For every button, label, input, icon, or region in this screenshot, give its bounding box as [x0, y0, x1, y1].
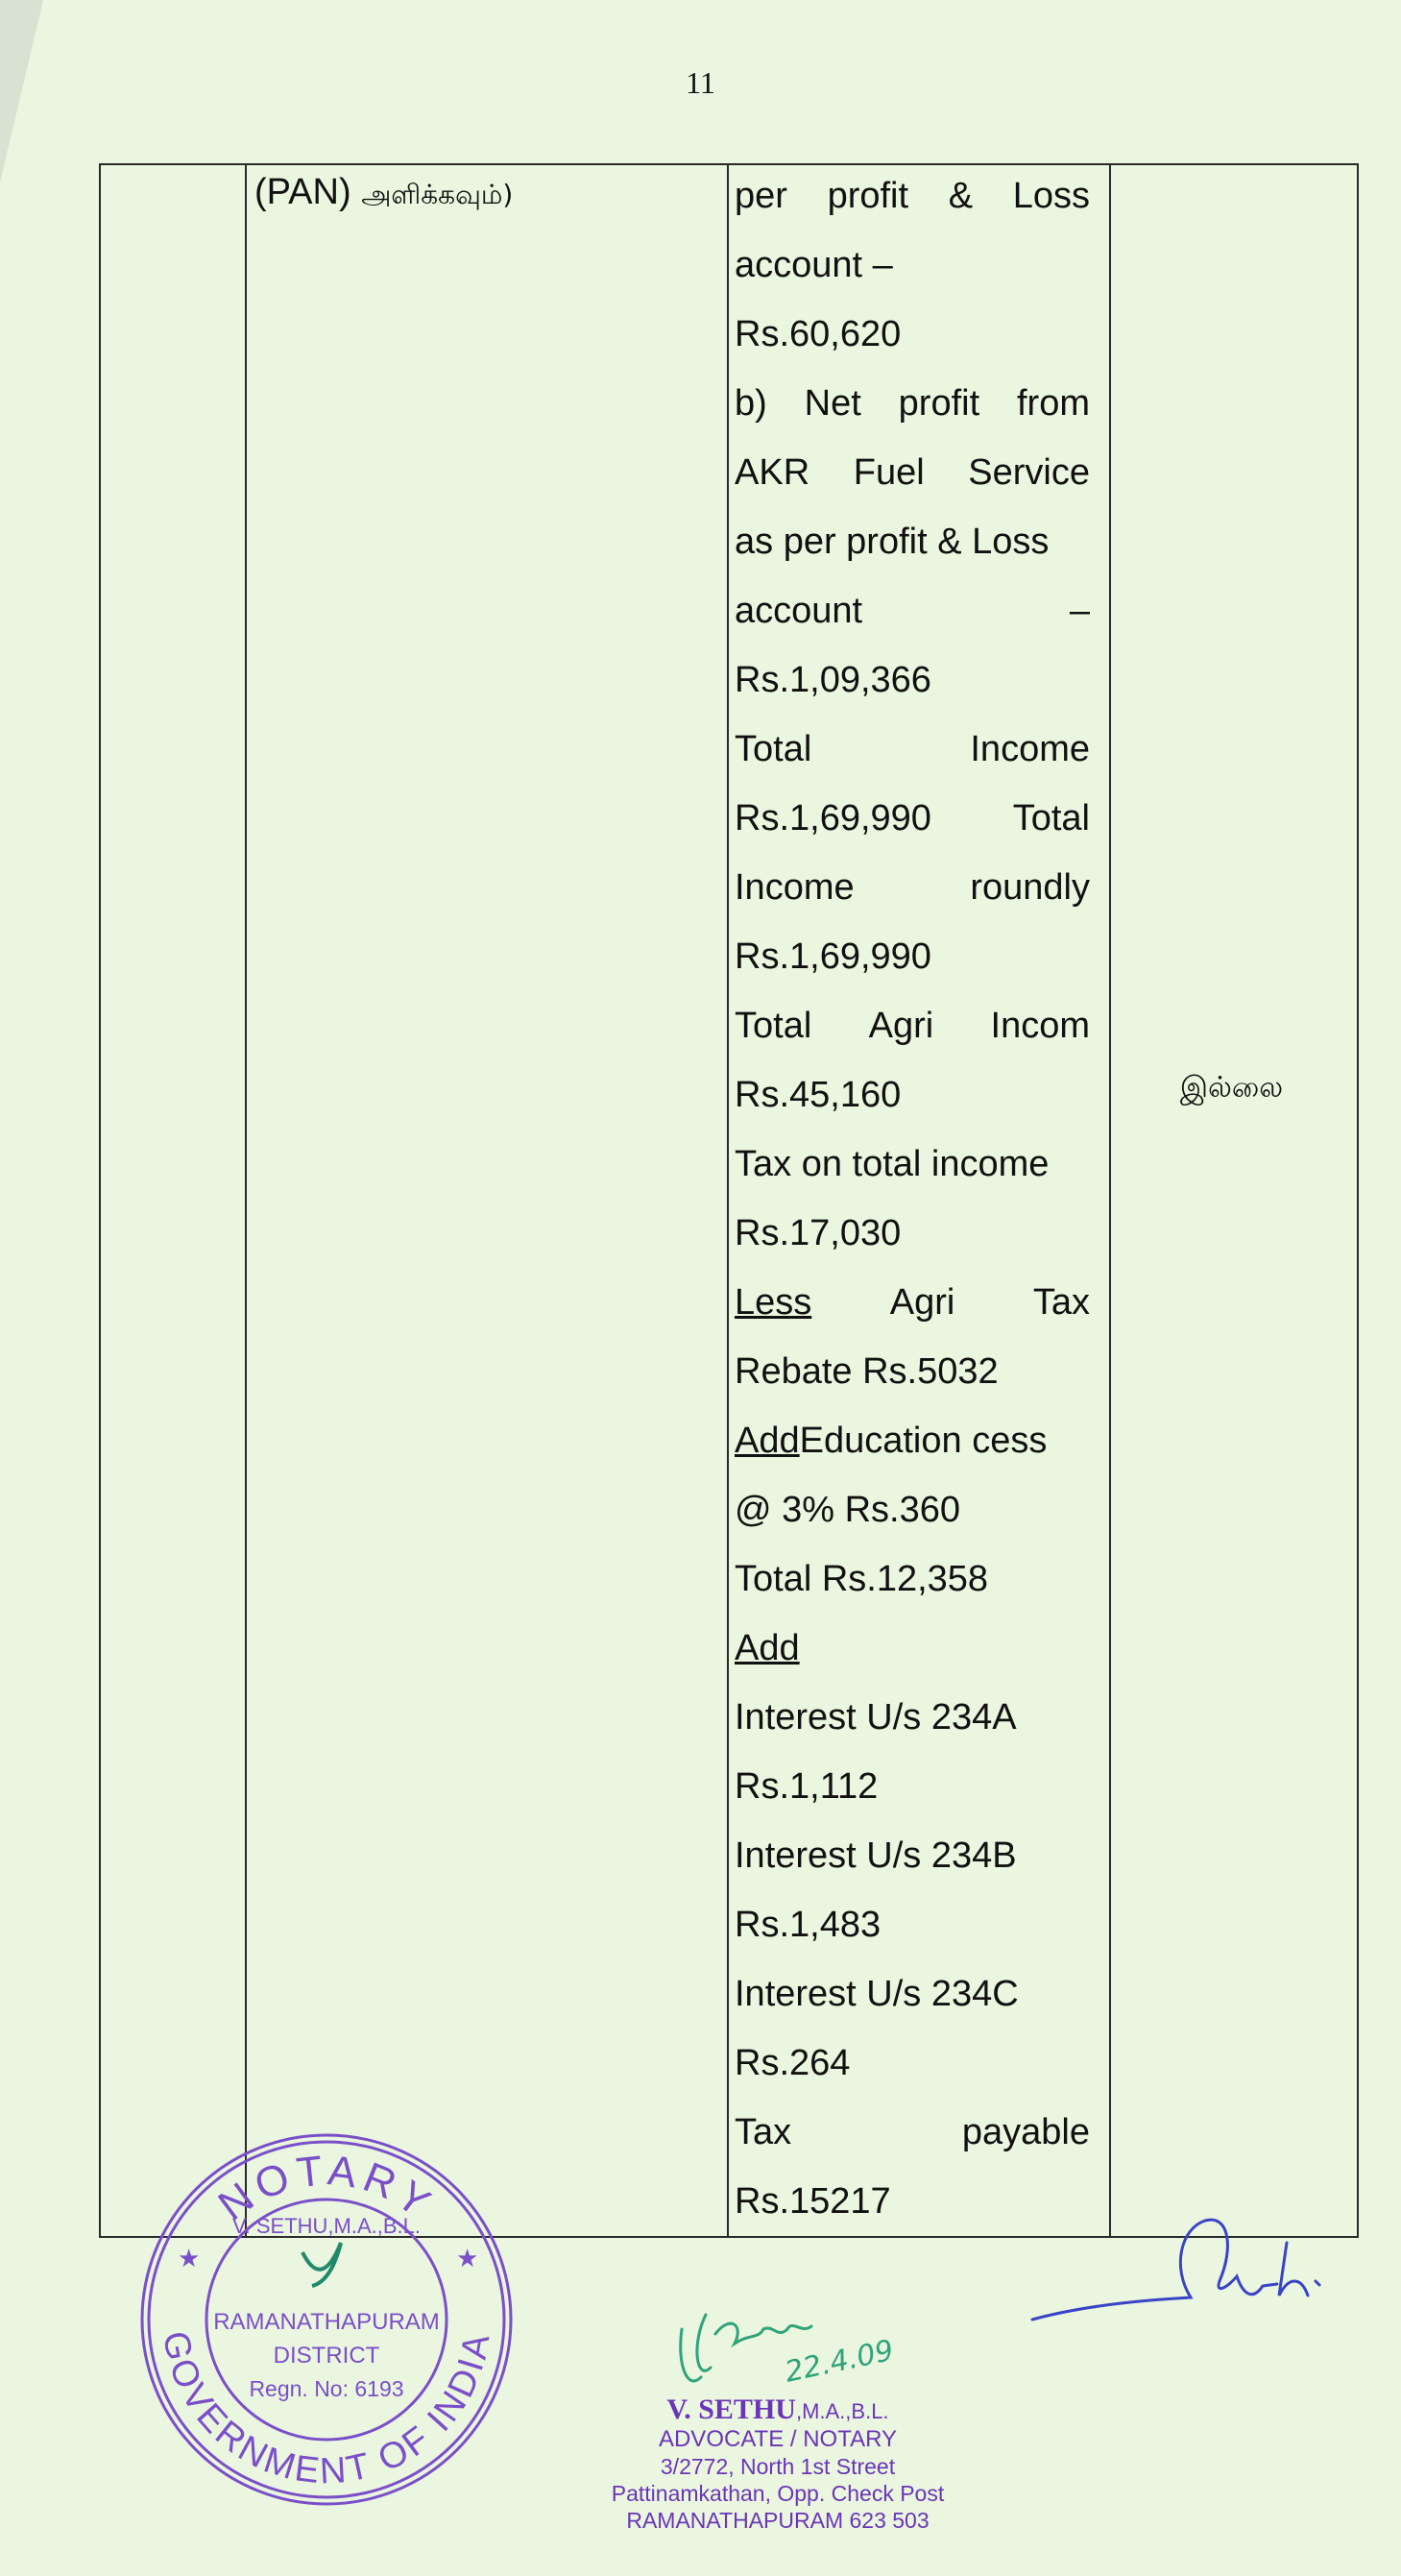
income-detail-line: [735, 2098, 1090, 2167]
income-detail-word: AKR: [735, 452, 810, 493]
income-detail-word: Education cess: [799, 1421, 1048, 1461]
income-detail-line: [735, 300, 1090, 369]
income-detail-line: [735, 1475, 1090, 1544]
income-detail-line: [735, 715, 1090, 784]
income-detail-word: Rs.1,483: [735, 1905, 882, 1945]
table-column-divider: [1109, 165, 1111, 2236]
stamp-title: ADVOCATE / NOTARY: [658, 2426, 898, 2452]
income-detail-line: [735, 2029, 1090, 2098]
signature-date: 22.4.09: [782, 2333, 897, 2390]
income-detail-line: [735, 507, 1090, 576]
income-detail-word: –: [1069, 591, 1090, 631]
income-detail-line: [735, 1544, 1090, 1614]
income-detail-word: payable: [961, 2112, 1090, 2152]
income-detail-word: account –: [735, 245, 893, 285]
income-detail-line: [735, 1890, 1090, 1959]
income-detail-word: account: [735, 591, 863, 631]
income-detail-line: [735, 645, 1090, 715]
stamp-name-line: [538, 2394, 1018, 2426]
income-detail-word: Total: [735, 1006, 812, 1046]
income-detail-word: from: [1017, 383, 1090, 424]
income-detail-word: Interest U/s 234B: [735, 1835, 1017, 1876]
income-detail-line: [735, 369, 1090, 438]
income-detail-word: Less: [735, 1282, 812, 1323]
income-detail-word: Rs.1,69,990: [735, 798, 931, 838]
notary-stamp: [538, 2394, 1018, 2534]
seal-initial-mark: [302, 2243, 341, 2286]
income-detail-word: Rs.1,69,990: [735, 936, 931, 977]
income-detail-word: Rebate Rs.5032: [735, 1351, 999, 1392]
income-detail-word: as per profit & Loss: [735, 522, 1050, 562]
income-detail-word: Agri: [889, 1282, 955, 1323]
income-detail-line: [735, 1821, 1090, 1890]
seal-district-label: DISTRICT: [273, 2343, 380, 2369]
income-detail-word: @ 3% Rs.360: [735, 1490, 961, 1530]
income-detail-word: per: [735, 176, 787, 216]
income-detail-word: Interest U/s 234A: [735, 1697, 1017, 1738]
seal-bottom-text: GOVERNMENT OF INDIA: [155, 2327, 498, 2492]
income-detail-line: [735, 1199, 1090, 1268]
table-column-divider: [245, 165, 247, 2236]
income-detail-word: Rs.1,112: [735, 1766, 879, 1807]
income-detail-word: Loss: [1012, 176, 1090, 216]
income-detail-word: Fuel: [853, 452, 925, 493]
income-detail-word: Rs.1,09,366: [735, 660, 931, 700]
income-detail-word: Rs.60,620: [735, 314, 902, 354]
income-detail-line: [735, 576, 1090, 645]
pan-label: (PAN): [254, 172, 351, 212]
income-detail-line: [735, 1959, 1090, 2029]
income-detail-word: Total: [1012, 798, 1090, 838]
document-table: [99, 163, 1359, 2238]
income-detail-line: [735, 853, 1090, 922]
income-detail-word: Interest U/s 234C: [735, 1974, 1019, 2014]
income-detail-word: Rs.264: [735, 2043, 851, 2083]
income-detail-line: [735, 922, 1090, 991]
income-detail-line: [735, 784, 1090, 853]
income-detail-word: Service: [968, 452, 1090, 493]
income-detail-line: [735, 1337, 1090, 1406]
seal-star-icon: ★: [456, 2244, 479, 2272]
income-detail-word: Rs.45,160: [735, 1075, 902, 1115]
income-detail-line: [735, 1614, 1090, 1683]
income-detail-word: Income: [970, 729, 1090, 769]
seal-registration: Regn. No: 6193: [249, 2376, 404, 2401]
seal-district: RAMANATHAPURAM: [213, 2309, 440, 2335]
income-detail-word: Total: [735, 729, 812, 769]
income-detail-word: Add: [735, 1628, 800, 1668]
income-detail-word: profit: [827, 176, 909, 216]
income-detail-word: Tax: [1032, 1282, 1090, 1323]
income-detail-word: Rs.15217: [735, 2181, 891, 2222]
page-number: 11: [686, 65, 715, 100]
income-detail-word: Total Rs.12,358: [735, 1559, 989, 1599]
seal-star-icon: ★: [178, 2244, 201, 2272]
stamp-name: V. SETHU: [666, 2394, 796, 2425]
income-detail-line: [735, 231, 1090, 300]
income-detail-line: [735, 161, 1090, 231]
income-detail-word: Add: [735, 1421, 800, 1461]
income-detail-line: [735, 1752, 1090, 1821]
stamp-address-3: RAMANATHAPURAM 623 503: [626, 2508, 930, 2533]
signature-center: [672, 2286, 931, 2401]
income-detail-line: [735, 1060, 1090, 1130]
income-details-cell: [735, 161, 1090, 2236]
income-detail-word: Income: [735, 867, 855, 908]
pan-tamil-text: அளிக்கவும்): [361, 179, 514, 210]
table-column-divider: [727, 165, 729, 2236]
income-detail-word: b): [735, 383, 767, 424]
income-detail-word: profit: [898, 383, 980, 424]
income-detail-word: &: [948, 176, 974, 216]
income-detail-line: [735, 1406, 1090, 1475]
stamp-degree: ,M.A.,B.L.: [795, 2399, 889, 2423]
seal-top-text: NOTARY: [209, 2147, 444, 2230]
stamp-address-1: 3/2772, North 1st Street: [660, 2454, 896, 2479]
income-detail-word: Agri: [868, 1006, 934, 1046]
income-detail-line: [735, 1683, 1090, 1752]
income-detail-word: roundly: [970, 867, 1090, 908]
income-detail-word: Tax on total income: [735, 1144, 1050, 1184]
income-detail-word: Incom: [990, 1006, 1090, 1046]
stamp-address-2: Pattinamkathan, Opp. Check Post: [611, 2481, 945, 2506]
income-detail-line: [735, 1268, 1090, 1337]
remarks-cell: இல்லை: [1179, 1071, 1284, 1105]
income-detail-line: [735, 1130, 1090, 1199]
income-detail-line: [735, 991, 1090, 1060]
signature-right: [1027, 2209, 1344, 2363]
income-detail-word: Net: [804, 383, 861, 424]
seal-name: V. SETHU,M.A.,B.L.: [231, 2214, 422, 2238]
notary-seal: [134, 2127, 519, 2512]
pan-cell: [254, 171, 513, 216]
income-detail-word: Rs.17,030: [735, 1213, 902, 1253]
income-detail-word: Tax: [735, 2112, 792, 2152]
income-detail-line: [735, 438, 1090, 507]
